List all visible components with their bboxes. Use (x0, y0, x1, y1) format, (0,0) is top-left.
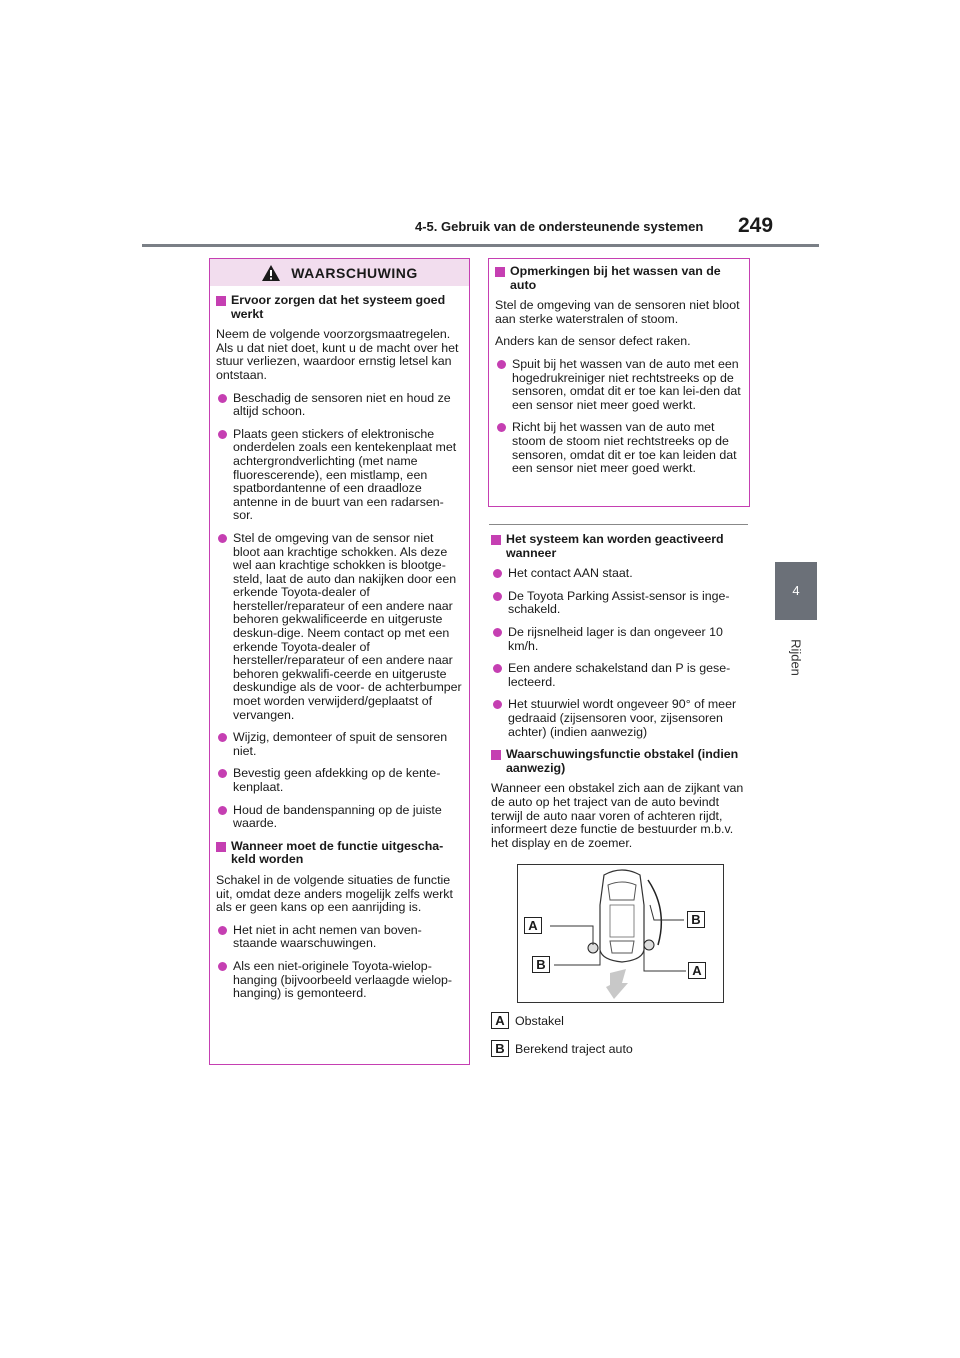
bullet-icon (497, 423, 506, 432)
list-item: Richt bij het wassen van de auto met stoom de stoom niet rechtstreeks op de sensoren, omdat dit er toe kan leiden dat een sensor niet meer goed werkt. (495, 421, 742, 475)
warning-box (209, 258, 470, 1065)
warning-intro: Neem de volgende voorzorgsmaatregelen. Als u dat niet doet, kunt u de macht over het stuur verliezen, waardoor ernstig letsel kan ontstaan. (216, 327, 459, 382)
bullet-icon (493, 700, 502, 709)
section-title: 4-5. Gebruik van de ondersteunende systemen (415, 219, 704, 234)
activation-heading: Het systeem kan worden geactiveerd wanneer (491, 533, 749, 560)
list-item: Wijzig, demonteer of spuit de sensoren niet. (216, 731, 462, 758)
bullet-icon (497, 360, 506, 369)
warning-intro-disable: Schakel in de volgende situaties de functie uit, omdat deze anders mogelijk zelfs werkt als er geen kans op een aanrijding is. (216, 872, 453, 915)
figure-label-a: A (524, 917, 542, 934)
bullet-icon (218, 394, 227, 403)
bullet-icon (218, 430, 227, 439)
list-item: Als een niet-originele Toyota-wielop-hanging (bijvoorbeeld verlaagde wielop-hanging) is gemonteerd. (216, 960, 462, 1001)
list-item: Het niet in acht nemen van boven-staande waarschuwingen. (216, 924, 462, 951)
square-bullet-icon (495, 267, 505, 277)
bullet-icon (493, 569, 502, 578)
square-bullet-icon (491, 750, 501, 760)
figure-label-b: B (687, 911, 705, 928)
figure-label-b: B (532, 956, 550, 973)
bullet-icon (493, 592, 502, 601)
bullet-icon (218, 733, 227, 742)
square-bullet-icon (216, 296, 226, 306)
legend-key: A (491, 1012, 509, 1029)
list-item: Het contact AAN staat. (491, 567, 749, 581)
header-divider (142, 244, 819, 247)
bullet-icon (218, 962, 227, 971)
note-paragraph: Stel de omgeving van de sensoren niet bloot aan sterke waterstralen of stoom. (495, 298, 740, 326)
warning-function-heading: Waarschuwingsfunctie obstakel (indien aanwezig) (491, 748, 749, 775)
list-item: Houd de bandenspanning op de juiste waarde. (216, 804, 462, 831)
bullet-icon (218, 534, 227, 543)
note-box (488, 258, 750, 507)
list-item: Een andere schakelstand dan P is gese-lecteerd. (491, 662, 749, 689)
warning-title: WAARSCHUWING (291, 264, 418, 281)
bullet-icon (218, 806, 227, 815)
note-paragraph: Anders kan de sensor defect raken. (495, 334, 691, 349)
bullet-icon (493, 664, 502, 673)
warning-heading-disable: Wanneer moet de functie uitgescha-keld worden (216, 840, 462, 867)
bullet-icon (218, 769, 227, 778)
list-item: Beschadig de sensoren niet en houd ze altijd schoon. (216, 392, 462, 419)
note-heading: Opmerkingen bij het wassen van de auto (495, 265, 742, 292)
square-bullet-icon (216, 842, 226, 852)
car-trajectory-diagram (518, 865, 723, 1002)
list-item: Bevestig geen afdekking op de kente-kenplaat. (216, 767, 462, 794)
list-item: Spuit bij het wassen van de auto met een hogedrukreiniger niet rechtstreeks op de sensoren, omdat dit er toe kan lei-den dat een sensor niet meer goed werkt. (495, 358, 742, 412)
chapter-tab[interactable]: 4 (775, 562, 817, 620)
list-item: Stel de omgeving van de sensor niet bloot aan krachtige schokken. Als deze wel aan krachtige schokken is blootge-steld, laat de auto dan nakijken door een erkende Toyota-dealer of hersteller/reparateur of een andere naar behoren gekwalificeerde en uitgeruste deskun-dige. Neem contact op met een erkende Toyota-dealer of hersteller/reparateur of een andere naar behoren gekwalifi-ceerde en uitgeruste deskundige als de voor- de achterbumper moet worden verwijderd/geplaatst of vervangen. (216, 532, 462, 722)
chapter-label: Rijden (788, 639, 804, 676)
warning-header (210, 259, 469, 286)
legend-text: Obstakel (515, 1013, 564, 1028)
list-item: De rijsnelheid lager is dan ongeveer 10 km/h. (491, 626, 749, 653)
legend-item (491, 1012, 564, 1029)
bullet-icon (493, 628, 502, 637)
page-number: 249 (738, 214, 774, 237)
list-item: De Toyota Parking Assist-sensor is inge-schakeld. (491, 590, 749, 617)
list-item: Plaats geen stickers of elektronische onderdelen zoals een kentekenplaat met achtergrondverlichting (met name fluorescerende), een mistlamp, een spatbordantenne of een draadloze antenne in de buurt van een radarsen-sor. (216, 428, 462, 523)
warning-heading-function: Ervoor zorgen dat het systeem goed werkt (216, 294, 462, 321)
legend-item (491, 1040, 633, 1057)
obstacle-diagram (517, 864, 724, 1003)
list-item: Het stuurwiel wordt ongeveer 90° of meer gedraaid (zijsensoren voor, zijsensoren achter) (indien aanwezig) (491, 698, 749, 739)
figure-label-a: A (688, 962, 706, 979)
section-divider (489, 524, 748, 525)
legend-key: B (491, 1040, 509, 1057)
square-bullet-icon (491, 535, 501, 545)
bullet-icon (218, 926, 227, 935)
warning-triangle-icon (261, 264, 281, 282)
warning-function-text: Wanneer een obstakel zich aan de zijkant van de auto op het traject van de auto bevindt terwijl de auto naar voren of achteren rijdt, informeert deze functie de bestuurder m.b.v. het display en de zoemer. (491, 781, 744, 850)
legend-text: Berekend traject auto (515, 1041, 633, 1056)
